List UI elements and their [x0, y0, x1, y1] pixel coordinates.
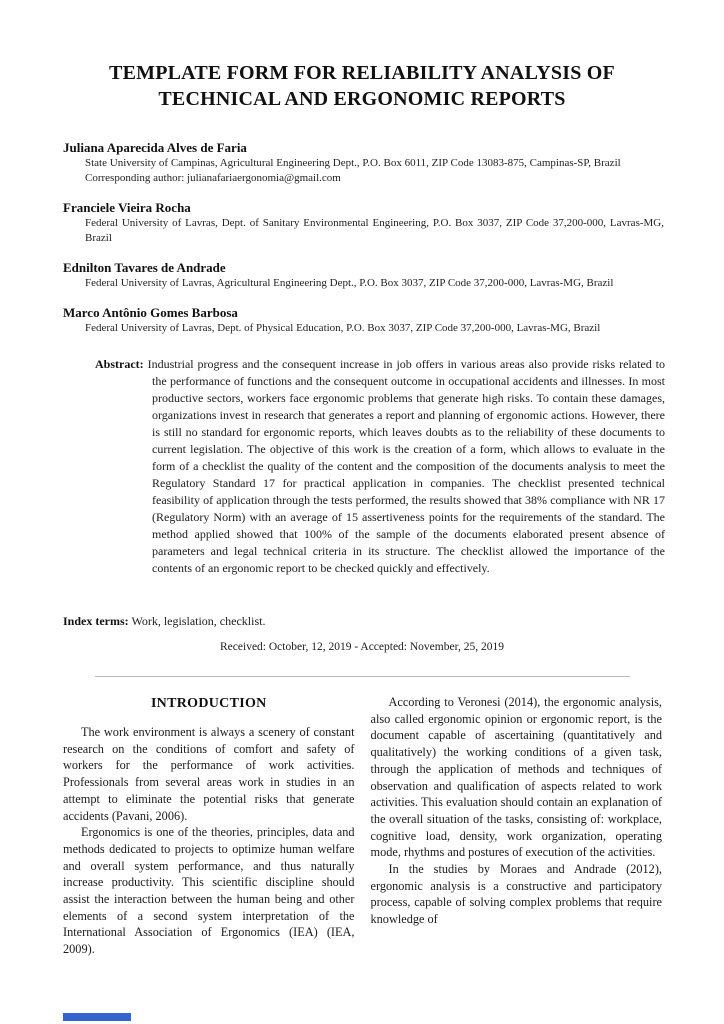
- author-affiliation: State University of Campinas, Agricultural Engineering Dept., P.O. Box 6011, ZIP Code 13083-875, Campinas-SP, Brazil: [85, 157, 621, 169]
- two-column-body: [63, 694, 662, 958]
- body-paragraph: In the studies by Moraes and Andrade (2012), ergonomic analysis is a constructive and participatory process, capable of solving complex problems that require knowledge of: [370, 862, 662, 927]
- abstract-label: Abstract:: [95, 357, 144, 371]
- author-block: [63, 199, 664, 246]
- author-corresponding-line: Corresponding author: julianafariaergonomia@gmail.com: [85, 172, 341, 184]
- section-divider: [95, 676, 630, 677]
- abstract-section: [95, 356, 665, 577]
- author-affiliation: Federal University of Lavras, Dept. of Sanitary Environmental Engineering, P.O. Box 3037, ZIP Code 37,200-000, Lavras-MG, Brazil: [85, 217, 664, 244]
- introduction-heading: INTRODUCTION: [150, 696, 267, 711]
- body-paragraph: Ergonomics is one of the theories, principles, data and methods dedicated to projects to optimize human welfare and overall system performance, and thus naturally increase productivity. This scientific discipline should assist the interaction between the human being and other elements of a second system interpretation of the International Association of Ergonomics (IEA) (IEA, 2009).: [63, 825, 355, 957]
- author-affiliation: Federal University of Lavras, Dept. of Physical Education, P.O. Box 3037, ZIP Code 37,200-000, Lavras-MG, Brazil: [85, 322, 601, 334]
- abstract-text: Industrial progress and the consequent increase in job offers in various areas also provide risks related to the performance of functions and the consequent outcome in occupational accidents and illnesses. In most productive sectors, workers face ergonomic problems that generate high risks. To contain these damages, organizations invest in research that generates a report and planning of ergonomic actions. However, there is still no standard for ergonomic reports, which leaves doubts as to the reliability of these documents to current legislation. The objective of this work is the creation of a form, which allows to evaluate in the form of a checklist the quality of the content and the composition of the documents analysis to meet the Regulatory Standard 17 for practical application in companies. The checklist presented technical feasibility of application through the tests performed, the results showed that 38% compliance with NR 17 (Regulatory Norm) with an average of 15 assertiveness points for the requirements of the standard. The method applied showed that 100% of the sample of the documents elaborated present absence of parameters and legal technical criteria in its structure. The checklist allowed the importance of the contents of an ergonomic report to be checked quickly and effectively.: [147, 357, 666, 575]
- index-terms-text: Work, legislation, checklist.: [131, 614, 266, 628]
- right-column: [371, 694, 663, 958]
- body-paragraph: According to Veronesi (2014), the ergonomic analysis, also called ergonomic opinion or ergonomic report, is the document capable of ascertaining (quantitatively and qualitatively) the working conditions of a given task, through the application of methods and techniques of observation and qualification of aspects related to work activities. This evaluation should contain an explanation of the overall situation of the tasks, consisting of: workplace, cognitive load, density, work organization, operating mode, rhythms and postures of execution of the activities.: [370, 695, 662, 860]
- author-name: Juliana Aparecida Alves de Faria: [63, 140, 247, 155]
- author-name: Franciele Vieira Rocha: [63, 200, 191, 215]
- footer-link-bar: [63, 1013, 131, 1021]
- index-terms-label: Index terms:: [63, 614, 129, 628]
- body-paragraph: The work environment is always a scenery of constant research on the conditions of comfort and safety of workers for the performance of work activities. Professionals from several areas work in studies in an attempt to eliminate the potential risks that generate accidents (Pavani, 2006).: [63, 725, 355, 823]
- author-block: [63, 139, 664, 186]
- authors-section: [63, 139, 664, 336]
- left-column: [63, 694, 355, 958]
- author-block: [63, 259, 664, 291]
- author-block: [63, 304, 664, 336]
- author-name: Ednilton Tavares de Andrade: [63, 260, 226, 275]
- received-accepted-line: Received: October, 12, 2019 - Accepted: November, 25, 2019: [220, 641, 504, 653]
- author-name: Marco Antônio Gomes Barbosa: [63, 305, 238, 320]
- page-title: TEMPLATE FORM FOR RELIABILITY ANALYSIS OF TECHNICAL AND ERGONOMIC REPORTS: [109, 62, 615, 110]
- author-affiliation: Federal University of Lavras, Agricultural Engineering Dept., P.O. Box 3037, ZIP Code 37,200-000, Lavras-MG, Brazil: [85, 277, 614, 289]
- index-terms: [63, 613, 664, 629]
- abstract-paragraph: [95, 356, 665, 577]
